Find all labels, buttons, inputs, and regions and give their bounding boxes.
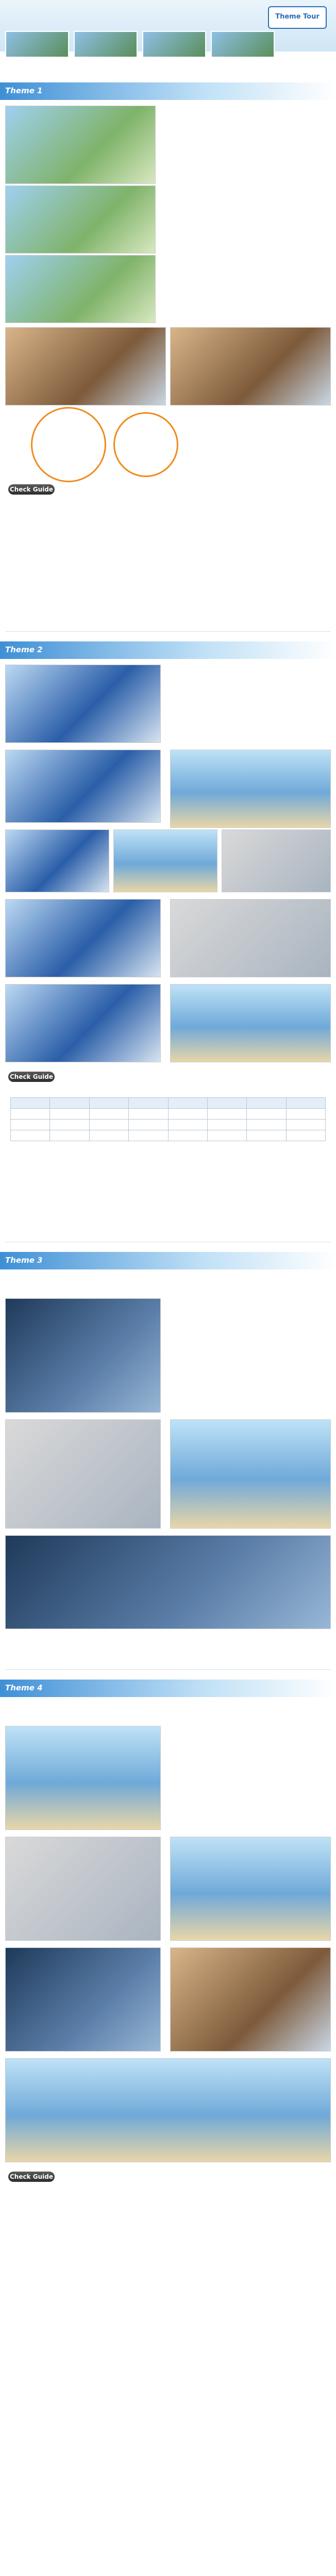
table-header <box>11 1098 50 1109</box>
theme-4-photo <box>5 2058 331 2162</box>
table-cell <box>207 1109 246 1120</box>
divider <box>5 631 331 632</box>
table-header <box>247 1098 286 1109</box>
theme-2-train-photo <box>5 750 161 823</box>
theme-tour-logo[interactable]: Theme Tour <box>268 6 327 29</box>
table-cell <box>89 1120 128 1130</box>
theme-4-photo <box>170 1837 331 1941</box>
table-cell <box>11 1120 50 1130</box>
theme-4-photo <box>5 1947 161 2052</box>
table-header <box>89 1098 128 1109</box>
banner-photo <box>74 31 138 58</box>
theme-2-train-photo <box>5 984 161 1062</box>
theme-4-description <box>165 1726 330 1829</box>
table-header <box>129 1098 168 1109</box>
table-header <box>50 1098 89 1109</box>
theme-3-bar <box>0 1252 336 1269</box>
divider <box>5 1669 331 1670</box>
table-header-row <box>11 1098 326 1109</box>
theme-1-photo <box>5 185 156 253</box>
table-header <box>286 1098 325 1109</box>
train-schedule-table <box>10 1097 326 1141</box>
theme-2-photo <box>222 829 331 892</box>
table-cell <box>286 1109 325 1120</box>
table-header <box>168 1098 207 1109</box>
table-cell <box>129 1130 168 1141</box>
table-cell <box>50 1130 89 1141</box>
theme-3-photo <box>5 1298 161 1413</box>
theme-1-photo <box>5 327 166 405</box>
table-cell <box>207 1130 246 1141</box>
theme-4-photo <box>170 1947 331 2052</box>
table-cell <box>129 1120 168 1130</box>
theme-4-photo <box>5 1726 161 1830</box>
check-guide-4: Check Guide <box>8 2172 55 2182</box>
theme-2-photo <box>170 984 331 1062</box>
theme-4-tag: Theme 4 <box>5 1683 43 1692</box>
table-row <box>11 1120 326 1130</box>
table-cell <box>168 1109 207 1120</box>
table-cell <box>247 1109 286 1120</box>
theme-2-photo <box>170 899 331 977</box>
theme-3-photo <box>170 1419 331 1529</box>
theme-4-bar <box>0 1680 336 1697</box>
theme-2-tag: Theme 2 <box>5 645 43 654</box>
table-cell <box>50 1109 89 1120</box>
banner-photo <box>142 31 206 58</box>
table-cell <box>129 1109 168 1120</box>
table-cell <box>11 1109 50 1120</box>
table-cell <box>247 1120 286 1130</box>
table-cell <box>247 1130 286 1141</box>
table-cell <box>168 1120 207 1130</box>
banner-photo <box>5 31 69 58</box>
banner-photo <box>211 31 275 58</box>
theme-2-train-photo <box>5 665 161 743</box>
theme-2-bar <box>0 641 336 659</box>
theme-1-photo <box>170 327 331 405</box>
table-cell <box>11 1130 50 1141</box>
theme-1-photo <box>5 106 156 184</box>
theme-2-photo <box>170 750 331 828</box>
check-guide-2: Check Guide <box>8 1072 55 1082</box>
theme-3-photo <box>5 1535 331 1629</box>
table-row <box>11 1109 326 1120</box>
table-header <box>207 1098 246 1109</box>
theme-2-photo <box>113 829 217 892</box>
theme-1-photo-circle <box>113 412 178 477</box>
check-guide-1: Check Guide <box>8 484 55 495</box>
table-cell <box>207 1120 246 1130</box>
table-cell <box>50 1120 89 1130</box>
theme-1-photo <box>5 255 156 323</box>
theme-1-photo-circle <box>31 407 106 482</box>
table-cell <box>286 1120 325 1130</box>
theme-1-description <box>162 108 327 325</box>
theme-3-tag: Theme 3 <box>5 1256 43 1265</box>
theme-4-photo <box>5 1837 161 1941</box>
theme-3-photo <box>5 1419 161 1529</box>
table-cell <box>89 1109 128 1120</box>
theme-2-train-photo <box>5 899 161 977</box>
theme-3-description <box>165 1298 330 1401</box>
banner-photo-strip <box>5 31 277 57</box>
theme-1-bar <box>0 82 336 100</box>
theme-2-train-photo <box>5 829 109 892</box>
theme-2-description <box>165 665 330 747</box>
table-row <box>11 1130 326 1141</box>
theme-1-tag: Theme 1 <box>5 86 43 95</box>
table-cell <box>168 1130 207 1141</box>
table-cell <box>286 1130 325 1141</box>
table-cell <box>89 1130 128 1141</box>
